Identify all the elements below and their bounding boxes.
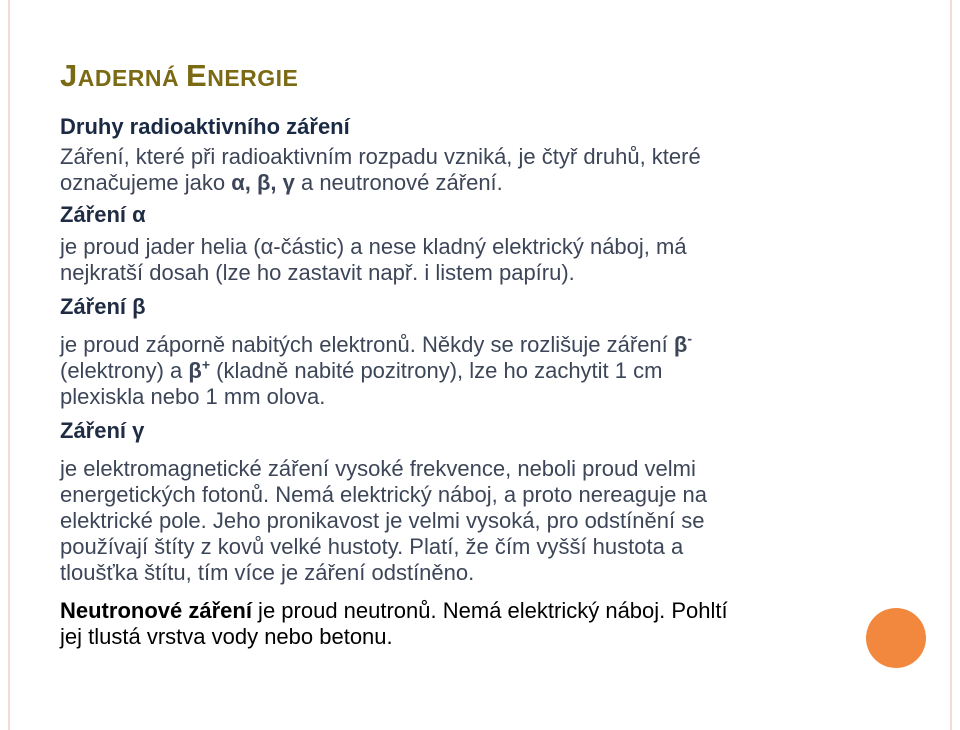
neutron-line-1: Neutronové záření je proud neutronů. Nemá elektrický náboj. Pohltí <box>60 598 728 623</box>
neutron-heading: Neutronové záření <box>60 598 252 623</box>
gamma-line-4: používají štíty z kovů velké hustoty. Platí, že čím vyšší hustota a <box>60 534 684 559</box>
gamma-line-5: tloušťka štítu, tím více je záření odstíněno. <box>60 560 475 585</box>
gamma-line-3: elektrické pole. Jeho pronikavost je velmi vysoká, pro odstínění se <box>60 508 705 533</box>
alpha-line-1: je proud jader helia (α-částic) a nese kladný elektrický náboj, má <box>60 234 687 259</box>
beta-heading: Záření β <box>60 294 146 319</box>
beta-line-2: (elektrony) a β+ (kladně nabité pozitrony), lze ho zachytit 1 cm <box>60 356 663 383</box>
intro-line-2: označujeme jako α, β, γ a neutronové záření. <box>60 170 503 195</box>
slide-content <box>60 114 900 650</box>
alpha-line-2: nejkratší dosah (lze ho zastavit např. i listem papíru). <box>60 260 575 285</box>
section-heading: Druhy radioaktivního záření <box>60 114 350 139</box>
beta-line-3: plexiskla nebo 1 mm olova. <box>60 384 326 409</box>
gamma-heading: Záření γ <box>60 418 145 443</box>
title-initial-1: J <box>60 58 78 93</box>
gamma-line-2: energetických fotonů. Nemá elektrický náboj, a proto nereaguje na <box>60 482 707 507</box>
title-part-1: ADERNÁ <box>77 65 187 91</box>
gamma-line-1: je elektromagnetické záření vysoké frekvence, neboli proud velmi <box>60 456 696 481</box>
slide-title <box>60 58 298 94</box>
accent-circle <box>866 608 926 668</box>
neutron-line-2: jej tlustá vrstva vody nebo betonu. <box>60 624 393 649</box>
alpha-heading: Záření α <box>60 202 146 227</box>
title-part-2: NERGIE <box>207 65 299 91</box>
title-initial-2: E <box>186 58 208 93</box>
beta-line-1: je proud záporně nabitých elektronů. Někdy se rozlišuje záření β- <box>60 330 693 357</box>
intro-line-1: Záření, které při radioaktivním rozpadu vzniká, je čtyř druhů, které <box>60 144 701 169</box>
